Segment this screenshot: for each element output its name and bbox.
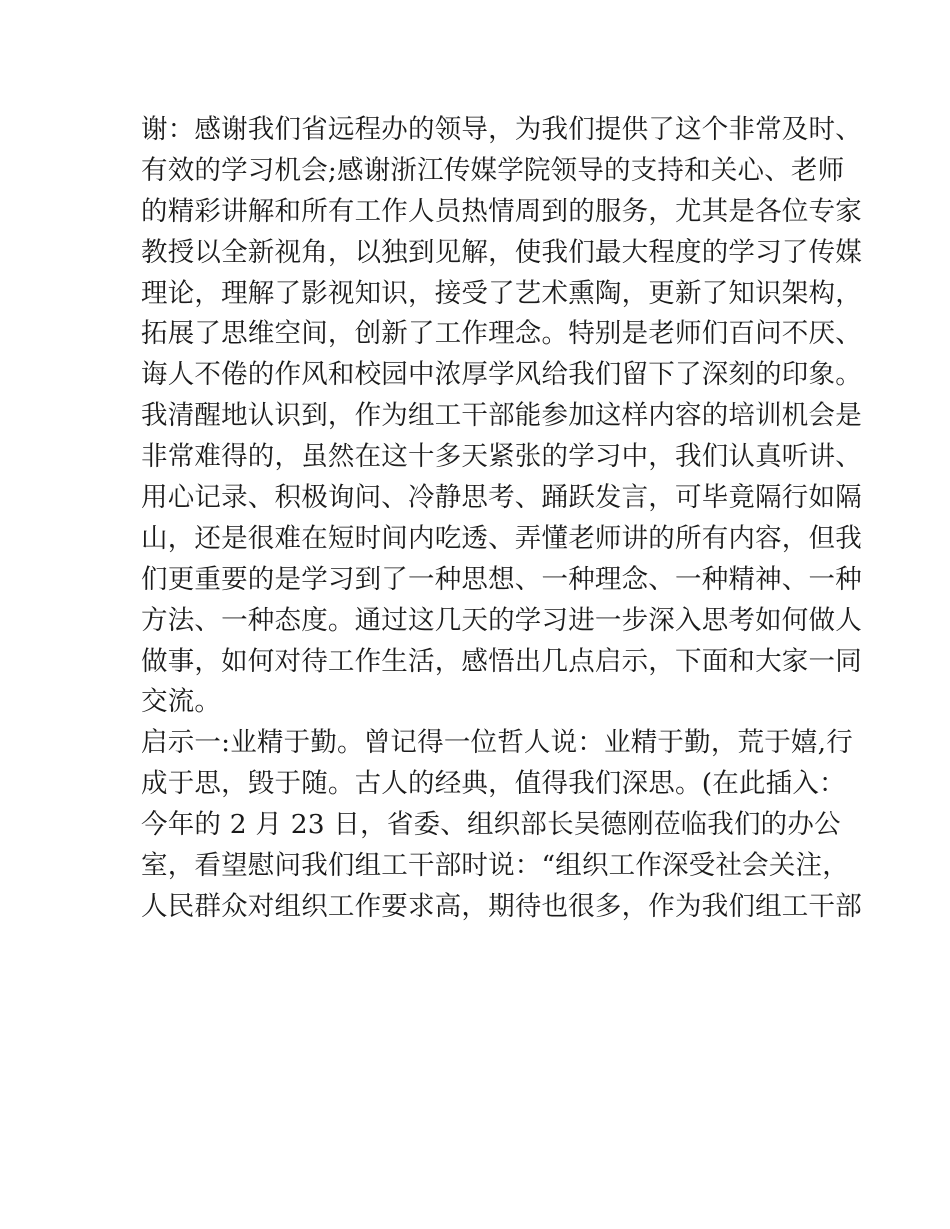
text-line: 拓展了思维空间，创新了工作理念。特别是老师们百问不厌、 bbox=[141, 318, 862, 350]
text-line: 教授以全新视角，以独到见解，使我们最大程度的学习了传媒 bbox=[141, 236, 862, 268]
text-line: 非常难得的，虽然在这十多天紧张的学习中，我们认真听讲、 bbox=[141, 441, 862, 473]
text-line: 室，看望慰问我们组工干部时说：“组织工作深受社会关注， bbox=[141, 850, 849, 882]
text-line: 理论，理解了影视知识，接受了艺术熏陶，更新了知识架构， bbox=[141, 277, 862, 309]
text-line: 方法、一种态度。通过这几天的学习进一步深入思考如何做人 bbox=[141, 604, 862, 636]
text-line: 诲人不倦的作风和校园中浓厚学风给我们留下了深刻的印象。 bbox=[141, 359, 862, 391]
text-line: 启示一:业精于勤。曾记得一位哲人说：业精于勤，荒于嬉,行 bbox=[141, 727, 853, 759]
text-line: 人民群众对组织工作要求高，期待也很多，作为我们组工干部 bbox=[141, 890, 862, 922]
text-line: 做事，如何对待工作生活，感悟出几点启示，下面和大家一同 bbox=[141, 645, 862, 677]
text-line: 今年的 2 月 23 日，省委、组织部长吴德刚莅临我们的办公 bbox=[141, 809, 841, 841]
text-line: 山，还是很难在短时间内吃透、弄懂老师讲的所有内容，但我 bbox=[141, 522, 862, 554]
text-line: 我清醒地认识到，作为组工干部能参加这样内容的培训机会是 bbox=[141, 400, 862, 432]
text-line: 交流。 bbox=[141, 686, 222, 718]
text-line: 成于思，毁于随。古人的经典，值得我们深思。(在此插入： bbox=[141, 768, 846, 800]
text-line: 用心记录、积极询问、冷静思考、踊跃发言，可毕竟隔行如隔 bbox=[141, 482, 862, 514]
text-line: 谢：感谢我们省远程办的领导，为我们提供了这个非常及时、 bbox=[141, 114, 862, 145]
text-line: 的精彩讲解和所有工作人员热情周到的服务，尤其是各位专家 bbox=[141, 195, 862, 227]
document-body bbox=[141, 110, 862, 928]
text-line: 有效的学习机会;感谢浙江传媒学院领导的支持和关心、老师 bbox=[141, 154, 845, 186]
text-line: 们更重要的是学习到了一种思想、一种理念、一种精神、一种 bbox=[141, 563, 862, 595]
